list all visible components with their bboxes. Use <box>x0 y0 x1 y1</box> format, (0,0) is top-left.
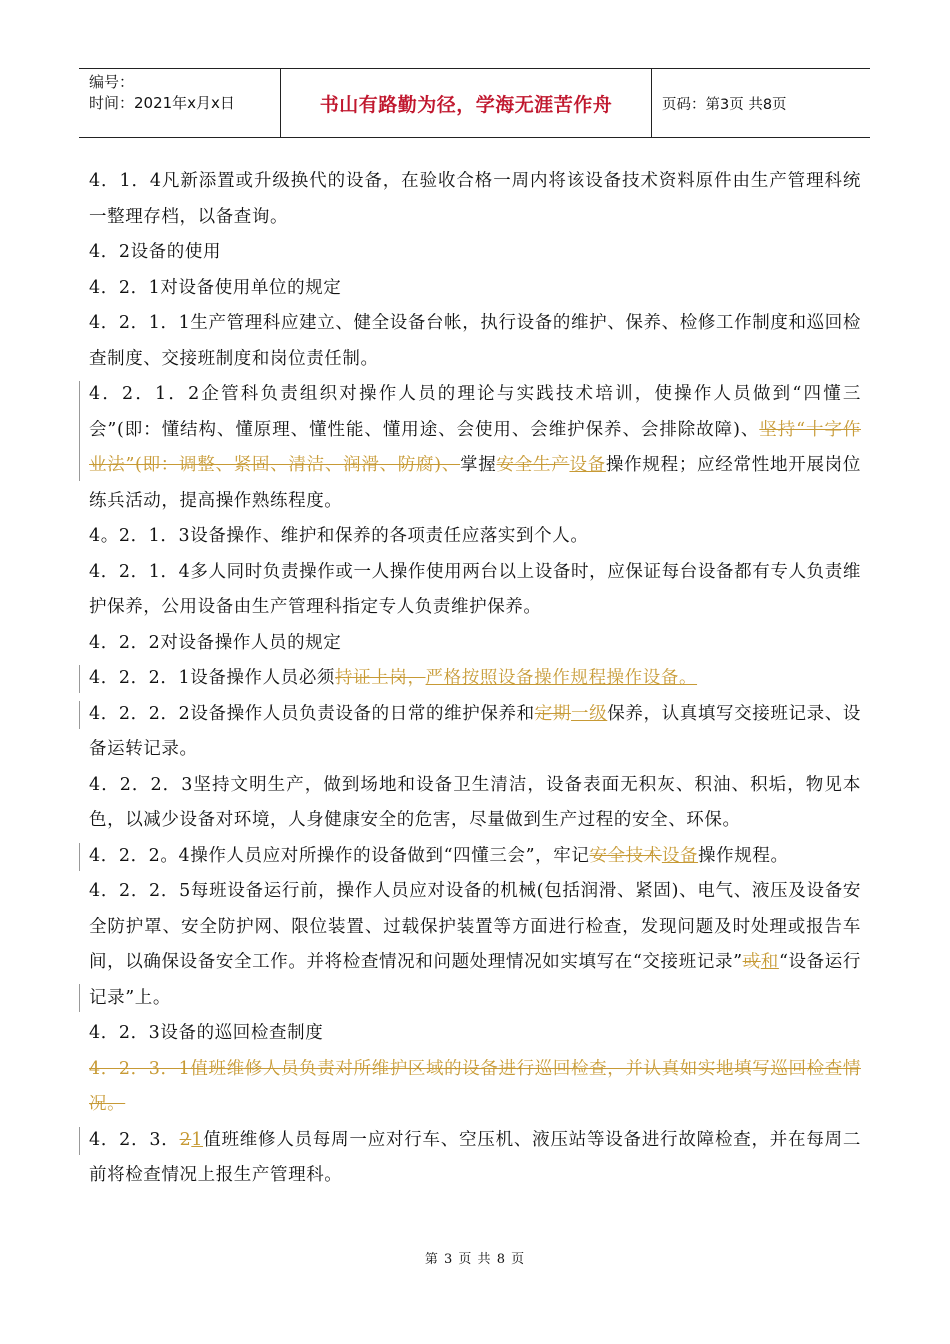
revision-bar <box>79 843 80 871</box>
inserted-text: 严格按照设备操作规程操作设备。 <box>425 668 698 688</box>
deleted-text: 或 <box>742 952 761 972</box>
revision-bar <box>79 381 80 481</box>
document-body <box>89 164 861 1194</box>
deleted-text: 4．2．3．1值班维修人员负责对所维护区域的设备进行巡回检查，并认真如实地填写巡回检查情况。 <box>89 1058 861 1114</box>
deleted-text: 定期 <box>534 703 572 724</box>
motto: 书山有路勤为径，学海无涯苦作舟 <box>281 69 652 137</box>
heading-4-2-3: 4．2．3设备的巡回检查制度 <box>89 1023 324 1043</box>
paragraph-4-2-3-2: 4．2．3．21值班维修人员每周一应对行车、空压机、液压站等设备进行故障检查，并在每周二前将检查情况上报生产管理科。 <box>89 1123 861 1194</box>
deleted-text: 安全技术 <box>589 845 662 866</box>
header-left-cell <box>79 69 281 137</box>
revision-bar <box>79 1127 80 1155</box>
revision-bar <box>79 665 80 693</box>
paragraph-4-2-1-3: 4。2．1．3设备操作、维护和保养的各项责任应落实到个人。 <box>89 526 589 546</box>
deleted-text: 坚持“十字作业法”(即：调整、紧固、清洁、润滑、防腐)、 <box>89 419 861 475</box>
deleted-text: 2 <box>179 1129 192 1150</box>
paragraph-4-2-2-3: 4．2．2．3坚持文明生产，做到场地和设备卫生清洁，设备表面无积灰、积油、积垢，物见本色，以减少设备对环境，人身健康安全的危害，尽量做到生产过程的安全、环保。 <box>89 774 861 830</box>
date-label: 时间：2021年x月x日 <box>89 94 235 112</box>
deleted-text: 持证上岗， <box>335 668 426 688</box>
deleted-text: 安全生产 <box>496 455 570 475</box>
heading-4-2-2: 4．2．2对设备操作人员的规定 <box>89 632 342 653</box>
page-label: 页码：第3页 共8页 <box>662 96 787 113</box>
paragraph-4-2-1-1: 4．2．1．1生产管理科应建立、健全设备台帐，执行设备的维护、保养、检修工作制度和巡回检查制度、交接班制度和岗位责任制。 <box>89 313 861 369</box>
inserted-text: 一级 <box>571 703 608 724</box>
paragraph-4-2-2-4: 4．2．2。4操作人员应对所操作的设备做到“四懂三会”，牢记安全技术设备操作规程。 <box>89 839 861 875</box>
paragraph-4-2-2-2: 4．2．2．2设备操作人员负责设备的日常的维护保养和定期一级保养，认真填写交接班记录、设备运转记录。 <box>89 697 861 768</box>
inserted-text: 1 <box>191 1129 204 1150</box>
number-label: 编号： <box>89 73 135 91</box>
paragraph-4-2-2-5: 4．2．2．5每班设备运行前，操作人员应对设备的机械(包括润滑、紧固)、电气、液压及设备安全防护罩、安全防护网、限位装置、过载保护装置等方面进行检查，发现问题及时处理或报告车间，以确保设备安全工作。并将检查情况和问题处理情况如实填写在“交接班记录”或和“设备运行记录”上。 <box>89 874 861 1016</box>
paragraph-4-2-1-2: 4．2．1．2企管科负责组织对操作人员的理论与实践技术培训，使操作人员做到“四懂三会”(即：懂结构、懂原理、懂性能、懂用途、会使用、会维护保养、会排除故障)、坚持“十字作业法”(即：调整、紧固、清洁、润滑、防腐)、掌握安全生产设备操作规程；应经常性地开展岗位练兵活动，提高操作熟练程度。 <box>89 377 861 519</box>
paragraph-4-1-4: 4．1．4凡新添置或升级换代的设备，在验收合格一周内将该设备技术资料原件由生产管理科统一整理存档，以备查询。 <box>89 171 861 227</box>
paragraph-4-2-3-1-deleted <box>89 1052 861 1123</box>
heading-4-2: 4．2设备的使用 <box>89 242 222 262</box>
page-footer: 第 3 页 共 8 页 <box>424 1252 526 1267</box>
inserted-text: 设备 <box>661 845 699 866</box>
inserted-text: 和 <box>760 952 779 972</box>
paragraph-4-2-1-4: 4．2．1．4多人同时负责操作或一人操作使用两台以上设备时，应保证每台设备都有专人负责维护保养，公用设备由生产管理科指定专人负责维护保养。 <box>89 561 861 617</box>
revision-bar <box>79 701 80 729</box>
page-header <box>79 68 870 138</box>
paragraph-4-2-2-1: 4．2．2．1设备操作人员必须持证上岗，严格按照设备操作规程操作设备。 <box>89 661 861 697</box>
inserted-text: 设备 <box>569 455 606 475</box>
heading-4-2-1: 4．2．1对设备使用单位的规定 <box>89 277 342 298</box>
revision-bar <box>79 984 80 1012</box>
